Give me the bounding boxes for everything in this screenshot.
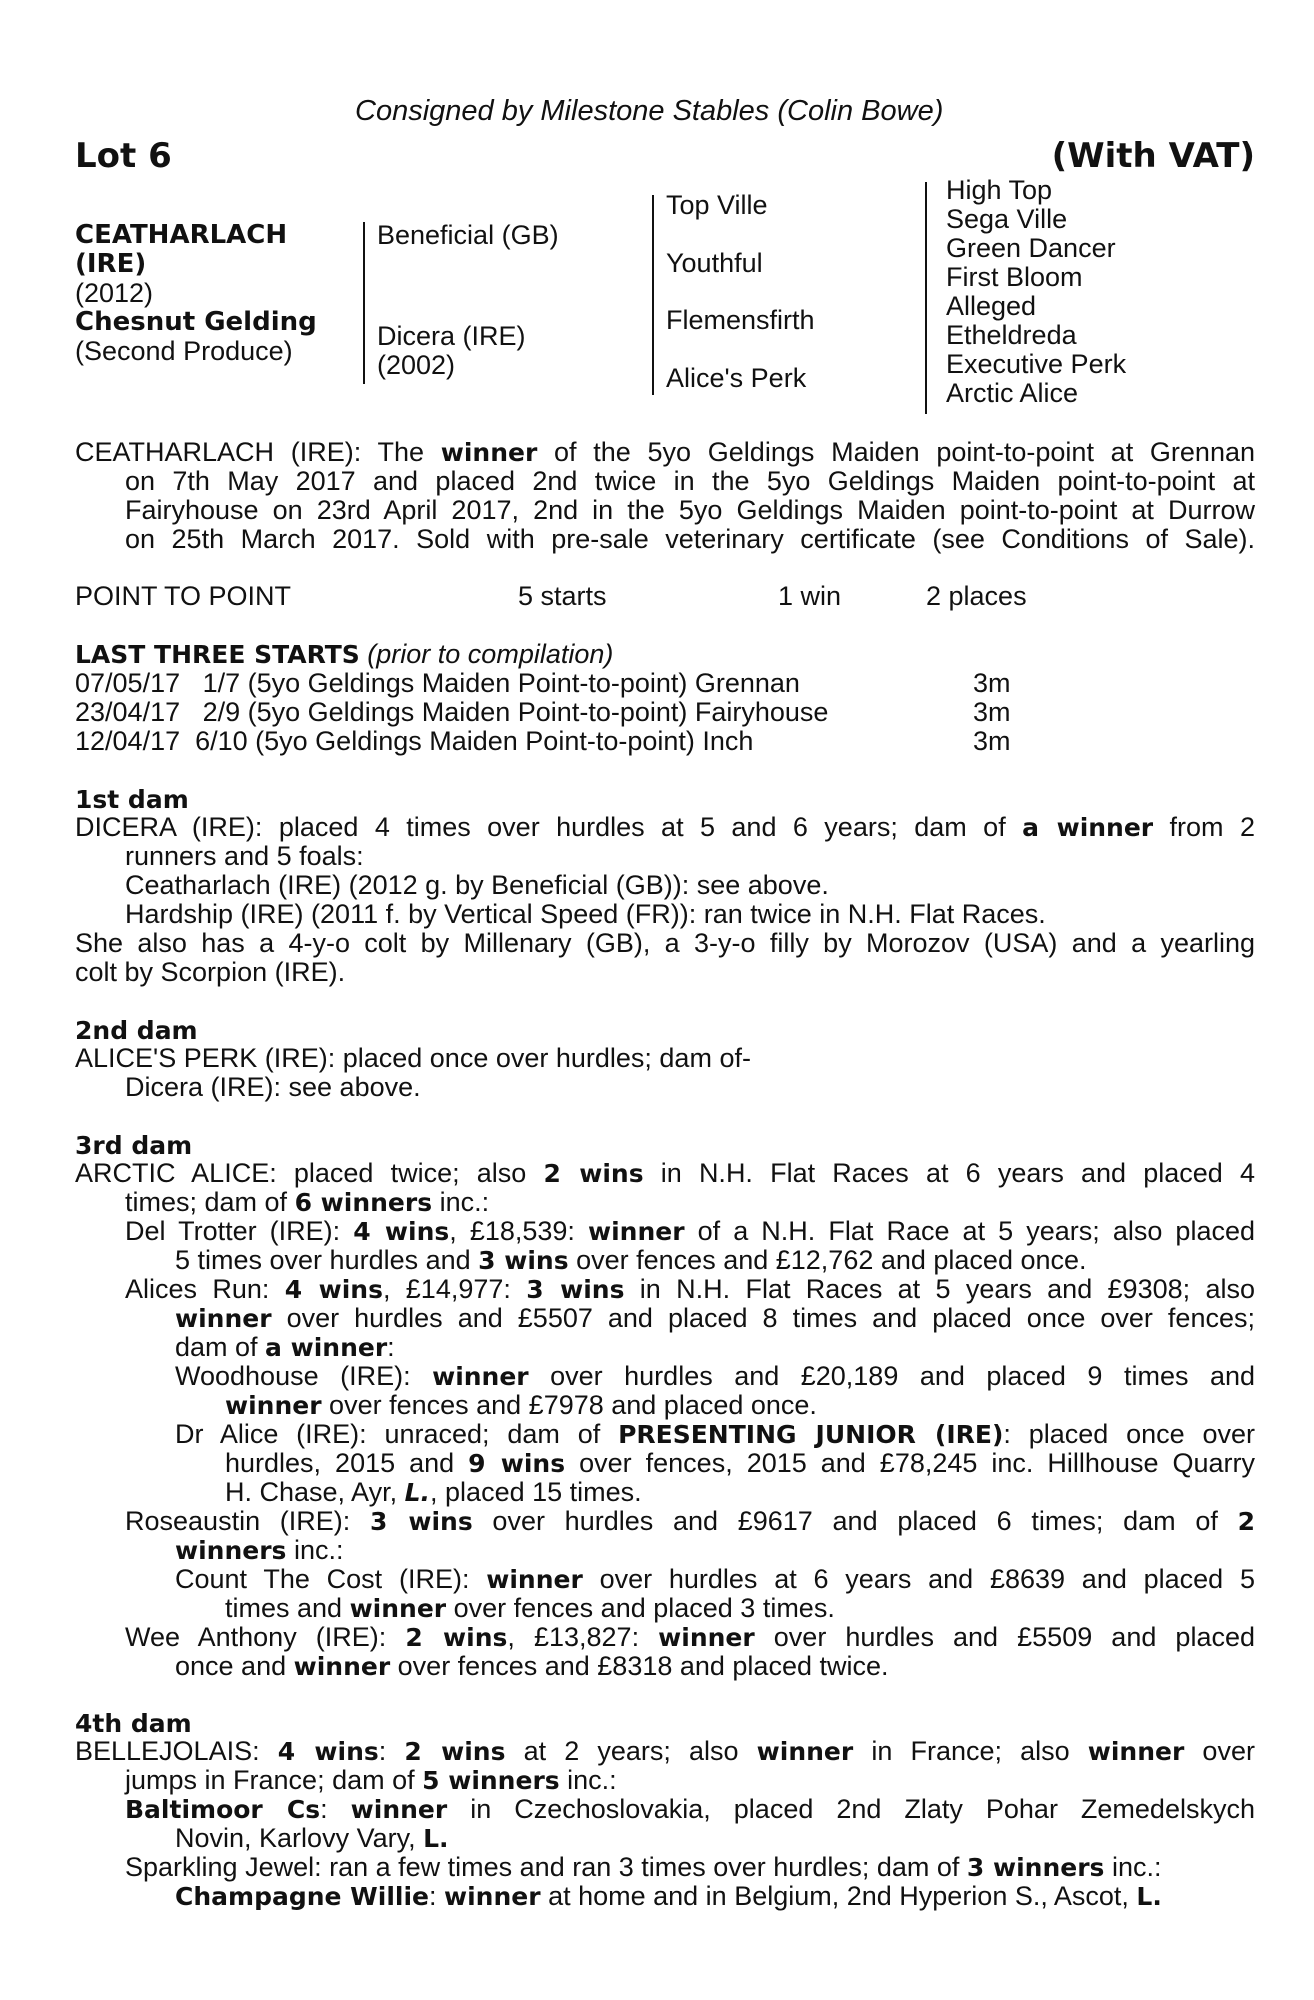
dam3-grandprogeny: Dr Alice (IRE): unraced; dam of PRESENTING JUNIOR (IRE): placed once over — [175, 1419, 1256, 1449]
dam3-line: ARCTIC ALICE: placed twice; also 2 wins in N.H. Flat Races at 6 years and placed 4 — [75, 1158, 1255, 1188]
lot-number: Lot 6 — [75, 136, 172, 176]
vat-label: (With VAT) — [1051, 136, 1255, 176]
dam1-line: runners and 5 foals: — [125, 841, 364, 871]
dam2-heading: 2nd dam — [75, 1016, 198, 1045]
dam3-progeny: winner over hurdles and £5507 and placed 8 times and placed once over fences; — [175, 1303, 1255, 1333]
ggs-2: Sega Ville — [946, 204, 1068, 234]
dam1-line: colt by Scorpion (IRE). — [75, 957, 346, 987]
ggs-8: Arctic Alice — [946, 378, 1079, 408]
pedigree-divider — [925, 182, 927, 414]
dam3-grandprogeny: H. Chase, Ayr, L., placed 15 times. — [225, 1477, 642, 1507]
dam1-line: DICERA (IRE): placed 4 times over hurdles at 5 and 6 years; dam of a winner from 2 — [75, 812, 1255, 842]
dam3-line: times; dam of 6 winners inc.: — [125, 1187, 490, 1217]
dam3-progeny: once and winner over fences and £8318 and placed twice. — [175, 1651, 889, 1681]
dam3-grandprogeny: winner over fences and £7978 and placed once. — [225, 1390, 817, 1420]
pedigree-divider — [363, 222, 365, 384]
catalogue-page — [75, 0, 1255, 2000]
dam2-progeny: Dicera (IRE): see above. — [125, 1072, 421, 1102]
horse-produce: (Second Produce) — [75, 336, 293, 366]
horse-name: CEATHARLACH — [75, 220, 288, 250]
record-label: POINT TO POINT — [75, 581, 292, 611]
dam3-progeny: Del Trotter (IRE): 4 wins, £18,539: winner of a N.H. Flat Race at 5 years; also placed — [125, 1216, 1255, 1246]
great-grandsires — [946, 176, 1126, 408]
start-row: 23/04/17 2/9 (5yo Geldings Maiden Point-to-point) Fairyhouse — [75, 697, 829, 727]
ggs-7: Executive Perk — [946, 349, 1127, 379]
horse-year: (2012) — [75, 278, 154, 308]
dam1-progeny: Hardship (IRE) (2011 f. by Vertical Speed (FR)): ran twice in N.H. Flat Races. — [125, 899, 1046, 929]
dam3-progeny: 5 times over hurdles and 3 wins over fences and £12,762 and placed once. — [175, 1245, 1087, 1275]
dam — [377, 322, 526, 380]
start-distance: 3m — [973, 726, 1011, 756]
dam3-grandprogeny: hurdles, 2015 and 9 wins over fences, 2015 and £78,245 inc. Hillhouse Quarry — [225, 1448, 1255, 1478]
start-row: 07/05/17 1/7 (5yo Geldings Maiden Point-to-point) Grennan — [75, 668, 800, 698]
dam1-line: She also has a 4-y-o colt by Millenary (GB), a 3-y-o filly by Morozov (USA) and a yearling — [75, 928, 1255, 958]
grandsire-2: Youthful — [666, 248, 763, 278]
record-starts: 5 starts — [518, 581, 607, 611]
dam4-heading: 4th dam — [75, 1709, 192, 1738]
start-distance: 3m — [973, 668, 1011, 698]
pedigree-divider — [652, 195, 654, 395]
ggs-5: Alleged — [946, 291, 1037, 321]
summary-line: on 25th March 2017. Sold with pre-sale veterinary certificate (see Conditions of Sale). — [125, 524, 1255, 554]
consignor-line: Consigned by Milestone Stables (Colin Bowe) — [355, 95, 944, 127]
dam4-progeny: Novin, Karlovy Vary, L. — [175, 1823, 449, 1853]
dam2-line: ALICE'S PERK (IRE): placed once over hurdles; dam of- — [75, 1043, 751, 1073]
horse-suffix: (IRE) — [75, 249, 147, 279]
horse-sex: Chesnut Gelding — [75, 307, 317, 337]
dam4-progeny: Sparkling Jewel: ran a few times and ran 3 times over hurdles; dam of 3 winners inc.: — [125, 1852, 1162, 1882]
grandsire-1: Top Ville — [666, 190, 768, 220]
dam4-line: jumps in France; dam of 5 winners inc.: — [125, 1765, 617, 1795]
dam4-grandprogeny: Champagne Willie: winner at home and in Belgium, 2nd Hyperion S., Ascot, L. — [175, 1881, 1162, 1911]
dam-name: Dicera (IRE) — [377, 321, 526, 351]
dam4-progeny: Baltimoor Cs: winner in Czechoslovakia, placed 2nd Zlaty Pohar Zemedelskych — [125, 1794, 1255, 1824]
dam3-progeny: dam of a winner: — [175, 1332, 395, 1362]
summary-line: on 7th May 2017 and placed 2nd twice in the 5yo Geldings Maiden point-to-point at — [125, 466, 1255, 496]
start-distance: 3m — [973, 697, 1011, 727]
dam1-progeny: Ceatharlach (IRE) (2012 g. by Beneficial (GB)): see above. — [125, 870, 829, 900]
dam3-grandprogeny: times and winner over fences and placed 3 times. — [225, 1593, 835, 1623]
last-three-heading: LAST THREE STARTS (prior to compilation) — [75, 639, 614, 669]
ggs-4: First Bloom — [946, 262, 1083, 292]
summary-line: Fairyhouse on 23rd April 2017, 2nd in the 5yo Geldings Maiden point-to-point at Durrow — [125, 495, 1255, 525]
sire: Beneficial (GB) — [377, 220, 559, 250]
dam3-progeny: Roseaustin (IRE): 3 wins over hurdles and £9617 and placed 6 times; dam of 2 — [125, 1506, 1255, 1536]
grandsire-3: Flemensfirth — [666, 305, 815, 335]
dam3-heading: 3rd dam — [75, 1131, 193, 1160]
record-wins: 1 win — [778, 581, 842, 611]
ggs-3: Green Dancer — [946, 233, 1116, 263]
dam3-progeny: winners inc.: — [175, 1535, 344, 1565]
dam3-progeny: Wee Anthony (IRE): 2 wins, £13,827: winner over hurdles and £5509 and placed — [125, 1622, 1255, 1652]
dam3-grandprogeny: Count The Cost (IRE): winner over hurdles at 6 years and £8639 and placed 5 — [175, 1564, 1255, 1594]
record-places: 2 places — [926, 581, 1027, 611]
horse-identity — [75, 221, 317, 366]
summary-line: CEATHARLACH (IRE): The winner of the 5yo Geldings Maiden point-to-point at Grennan — [75, 437, 1255, 467]
grandsire-4: Alice's Perk — [666, 363, 807, 393]
dam3-grandprogeny: Woodhouse (IRE): winner over hurdles and £20,189 and placed 9 times and — [175, 1361, 1255, 1391]
dam-year: (2002) — [377, 350, 456, 380]
start-row: 12/04/17 6/10 (5yo Geldings Maiden Point-to-point) Inch — [75, 726, 754, 756]
ggs-1: High Top — [946, 175, 1053, 205]
dam3-progeny: Alices Run: 4 wins, £14,977: 3 wins in N.H. Flat Races at 5 years and £9308; also — [125, 1274, 1255, 1304]
dam4-line: BELLEJOLAIS: 4 wins: 2 wins at 2 years; also winner in France; also winner over — [75, 1736, 1255, 1766]
dam1-heading: 1st dam — [75, 785, 189, 814]
ggs-6: Etheldreda — [946, 320, 1077, 350]
